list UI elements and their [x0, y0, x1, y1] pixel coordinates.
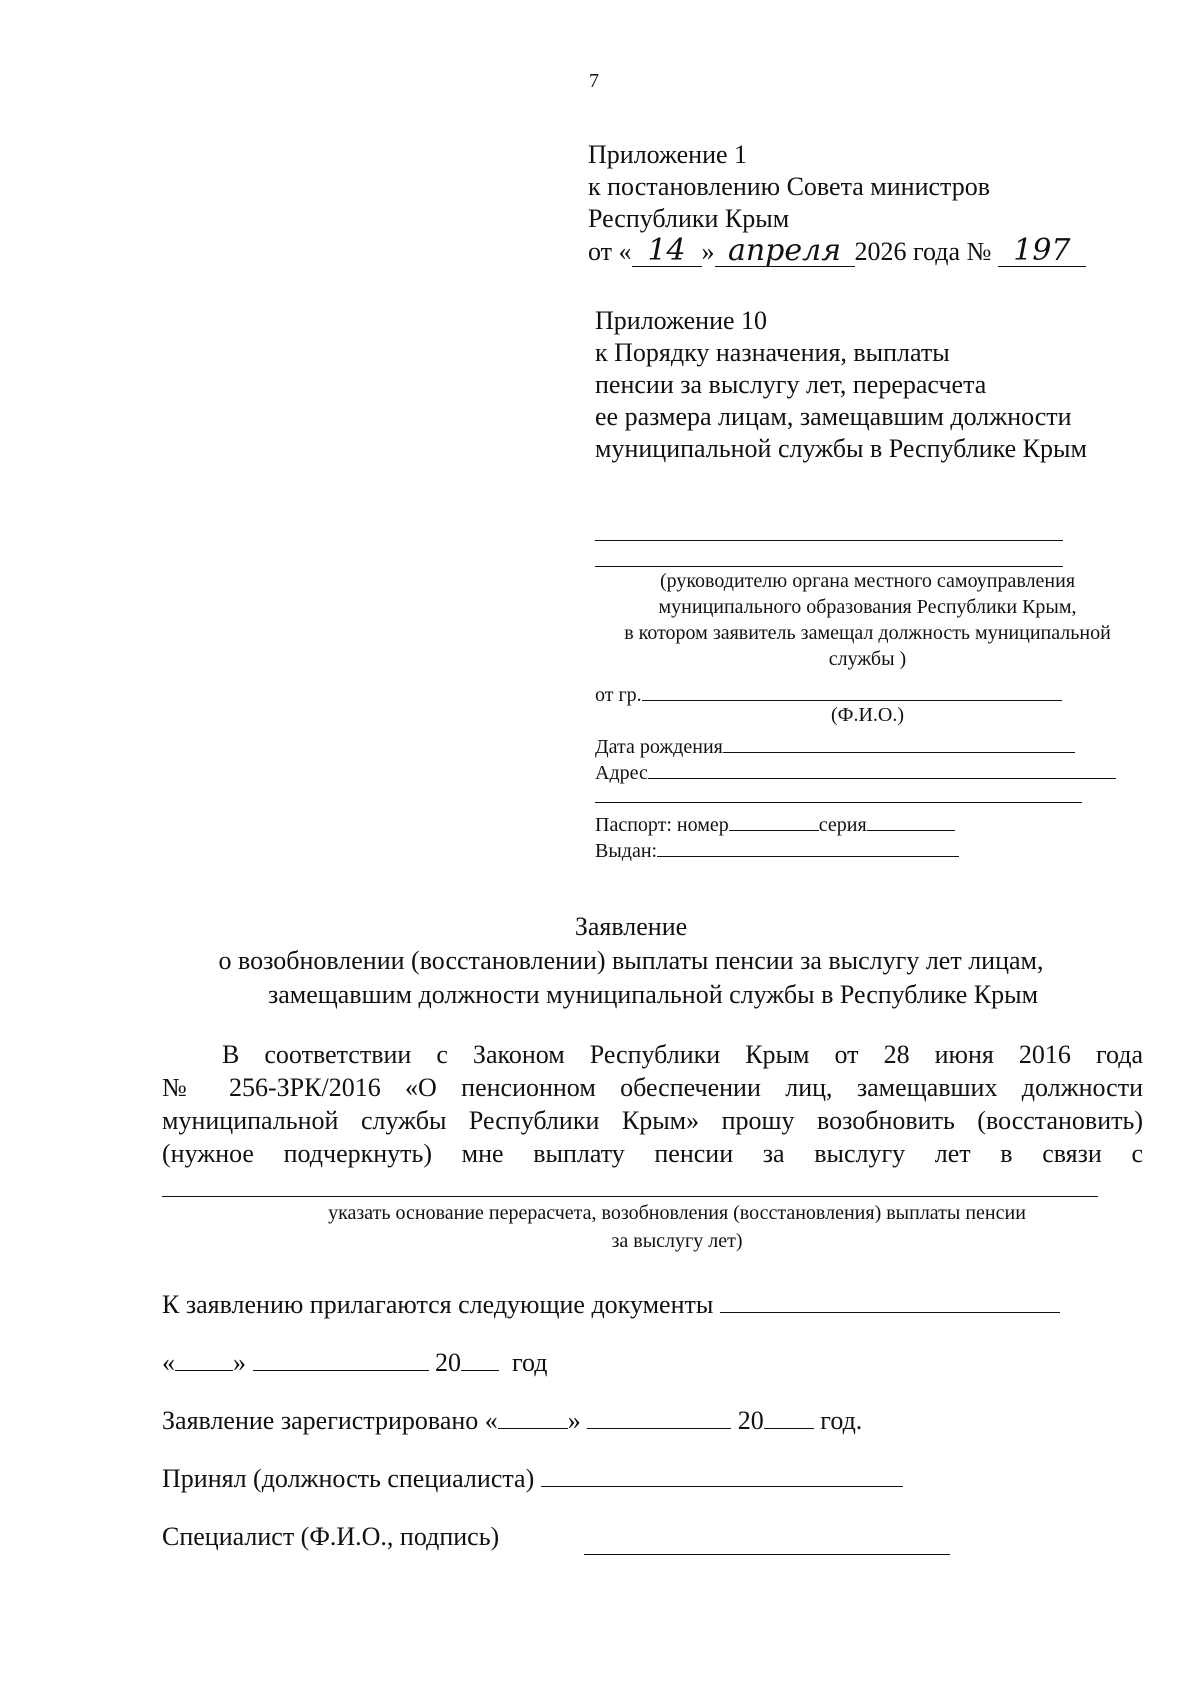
- year-blank: [461, 1348, 499, 1371]
- date-month-blank: [253, 1348, 429, 1371]
- registered-month-blank: [587, 1406, 731, 1429]
- address-label: Адрес: [595, 762, 648, 784]
- statement-title: Заявление: [574, 912, 688, 941]
- addressee-line-1: [595, 540, 1063, 541]
- year-prefix: 20: [435, 1348, 461, 1377]
- from-label: от гр.: [595, 684, 642, 706]
- birth-blank: [723, 730, 1075, 753]
- issued-field: [595, 834, 959, 863]
- appendix10-title: Приложение 10: [595, 306, 768, 335]
- appendix1-title: Приложение 1: [588, 140, 748, 169]
- birth-field: [595, 730, 1075, 759]
- date-prefix: от «: [588, 237, 632, 266]
- issued-blank: [657, 834, 959, 857]
- addressee-note-4: службы ): [828, 648, 907, 670]
- specialist-label: Специалист (Ф.И.О., подпись): [162, 1522, 500, 1551]
- appendix1-date-line: [588, 233, 1086, 268]
- registered-close: »: [567, 1406, 581, 1435]
- accepted-blank: [541, 1464, 903, 1487]
- attachments-label: К заявлению прилагаются следующие документы: [162, 1290, 714, 1319]
- registered-day-blank: [498, 1406, 568, 1429]
- date-close: »: [233, 1348, 246, 1377]
- date-field: [162, 1348, 548, 1378]
- registered-year-word: год.: [820, 1406, 863, 1435]
- date-open: «: [162, 1348, 175, 1377]
- registered-field: [162, 1406, 862, 1436]
- series-label: серия: [818, 814, 867, 836]
- date-day-blank: [175, 1348, 233, 1371]
- handwritten-number: 197: [998, 236, 1086, 267]
- registered-label: Заявление зарегистрировано «: [162, 1406, 498, 1435]
- date-suffix: 2026 года №: [854, 237, 992, 266]
- body-line-1: В соответствии с Законом Республики Крым от 28 июня 2016 года: [222, 1040, 1143, 1069]
- addressee-note-2: муниципального образования Республики Крым,: [658, 596, 1077, 618]
- specialist-blank: [584, 1554, 950, 1555]
- body-line-4: (нужное подчеркнуть) мне выплату пенсии за выслугу лет в связи с: [162, 1139, 1143, 1168]
- attachments-blank: [720, 1290, 1060, 1313]
- appendix1-line2: к постановлению Совета министров: [588, 172, 990, 201]
- accepted-field: [162, 1464, 903, 1494]
- year-word: год: [512, 1348, 548, 1377]
- issued-label: Выдан:: [595, 840, 658, 862]
- basis-line: [162, 1196, 1098, 1197]
- statement-subtitle-2: замещавшим должности муниципальной службы в Республике Крым: [267, 980, 1039, 1009]
- passport-number-blank: [729, 808, 819, 831]
- accepted-label: Принял (должность специалиста): [162, 1464, 535, 1493]
- date-mid: »: [701, 237, 715, 266]
- passport-label: Паспорт: номер: [595, 814, 729, 836]
- appendix1-line3: Республики Крым: [588, 204, 790, 233]
- registered-year-prefix: 20: [737, 1406, 764, 1435]
- handwritten-day: 14: [632, 236, 702, 267]
- registered-year-blank: [764, 1406, 814, 1429]
- appendix10-line4: муниципальной службы в Республике Крым: [595, 434, 1087, 463]
- page-number: 7: [589, 70, 599, 92]
- address-line-2: [595, 802, 1082, 803]
- basis-note-2: за выслугу лет): [611, 1230, 743, 1252]
- addressee-line-2: [595, 566, 1063, 567]
- body-line-2: № 256-ЗРК/2016 «О пенсионном обеспечении лиц, замещавших должности: [162, 1073, 1143, 1102]
- passport-series-blank: [867, 808, 955, 831]
- handwritten-month: апреля: [715, 236, 855, 267]
- appendix10-line1: к Порядку назначения, выплаты: [595, 338, 950, 367]
- basis-note-1: указать основание перерасчета, возобновления (восстановления) выплаты пенсии: [328, 1202, 1026, 1224]
- address-field: [595, 756, 1116, 785]
- passport-field: [595, 808, 955, 837]
- address-blank: [648, 756, 1116, 779]
- fio-caption: (Ф.И.О.): [830, 704, 904, 726]
- from-field: [595, 678, 1062, 707]
- addressee-note-1: (руководителю органа местного самоуправления: [659, 570, 1076, 592]
- statement-subtitle-1: о возобновлении (восстановлении) выплаты пенсии за выслугу лет лицам,: [218, 946, 1044, 975]
- appendix10-line2: пенсии за выслугу лет, перерасчета: [595, 370, 987, 399]
- body-line-3: муниципальной службы Республики Крым» прошу возобновить (восстановить): [162, 1106, 1143, 1135]
- addressee-note-3: в котором заявитель замещал должность муниципальной: [624, 622, 1111, 644]
- birth-label: Дата рождения: [595, 736, 723, 758]
- appendix10-line3: ее размера лицам, замещавшим должности: [595, 402, 1072, 431]
- attachments-field: [162, 1290, 1060, 1320]
- from-blank: [642, 678, 1062, 701]
